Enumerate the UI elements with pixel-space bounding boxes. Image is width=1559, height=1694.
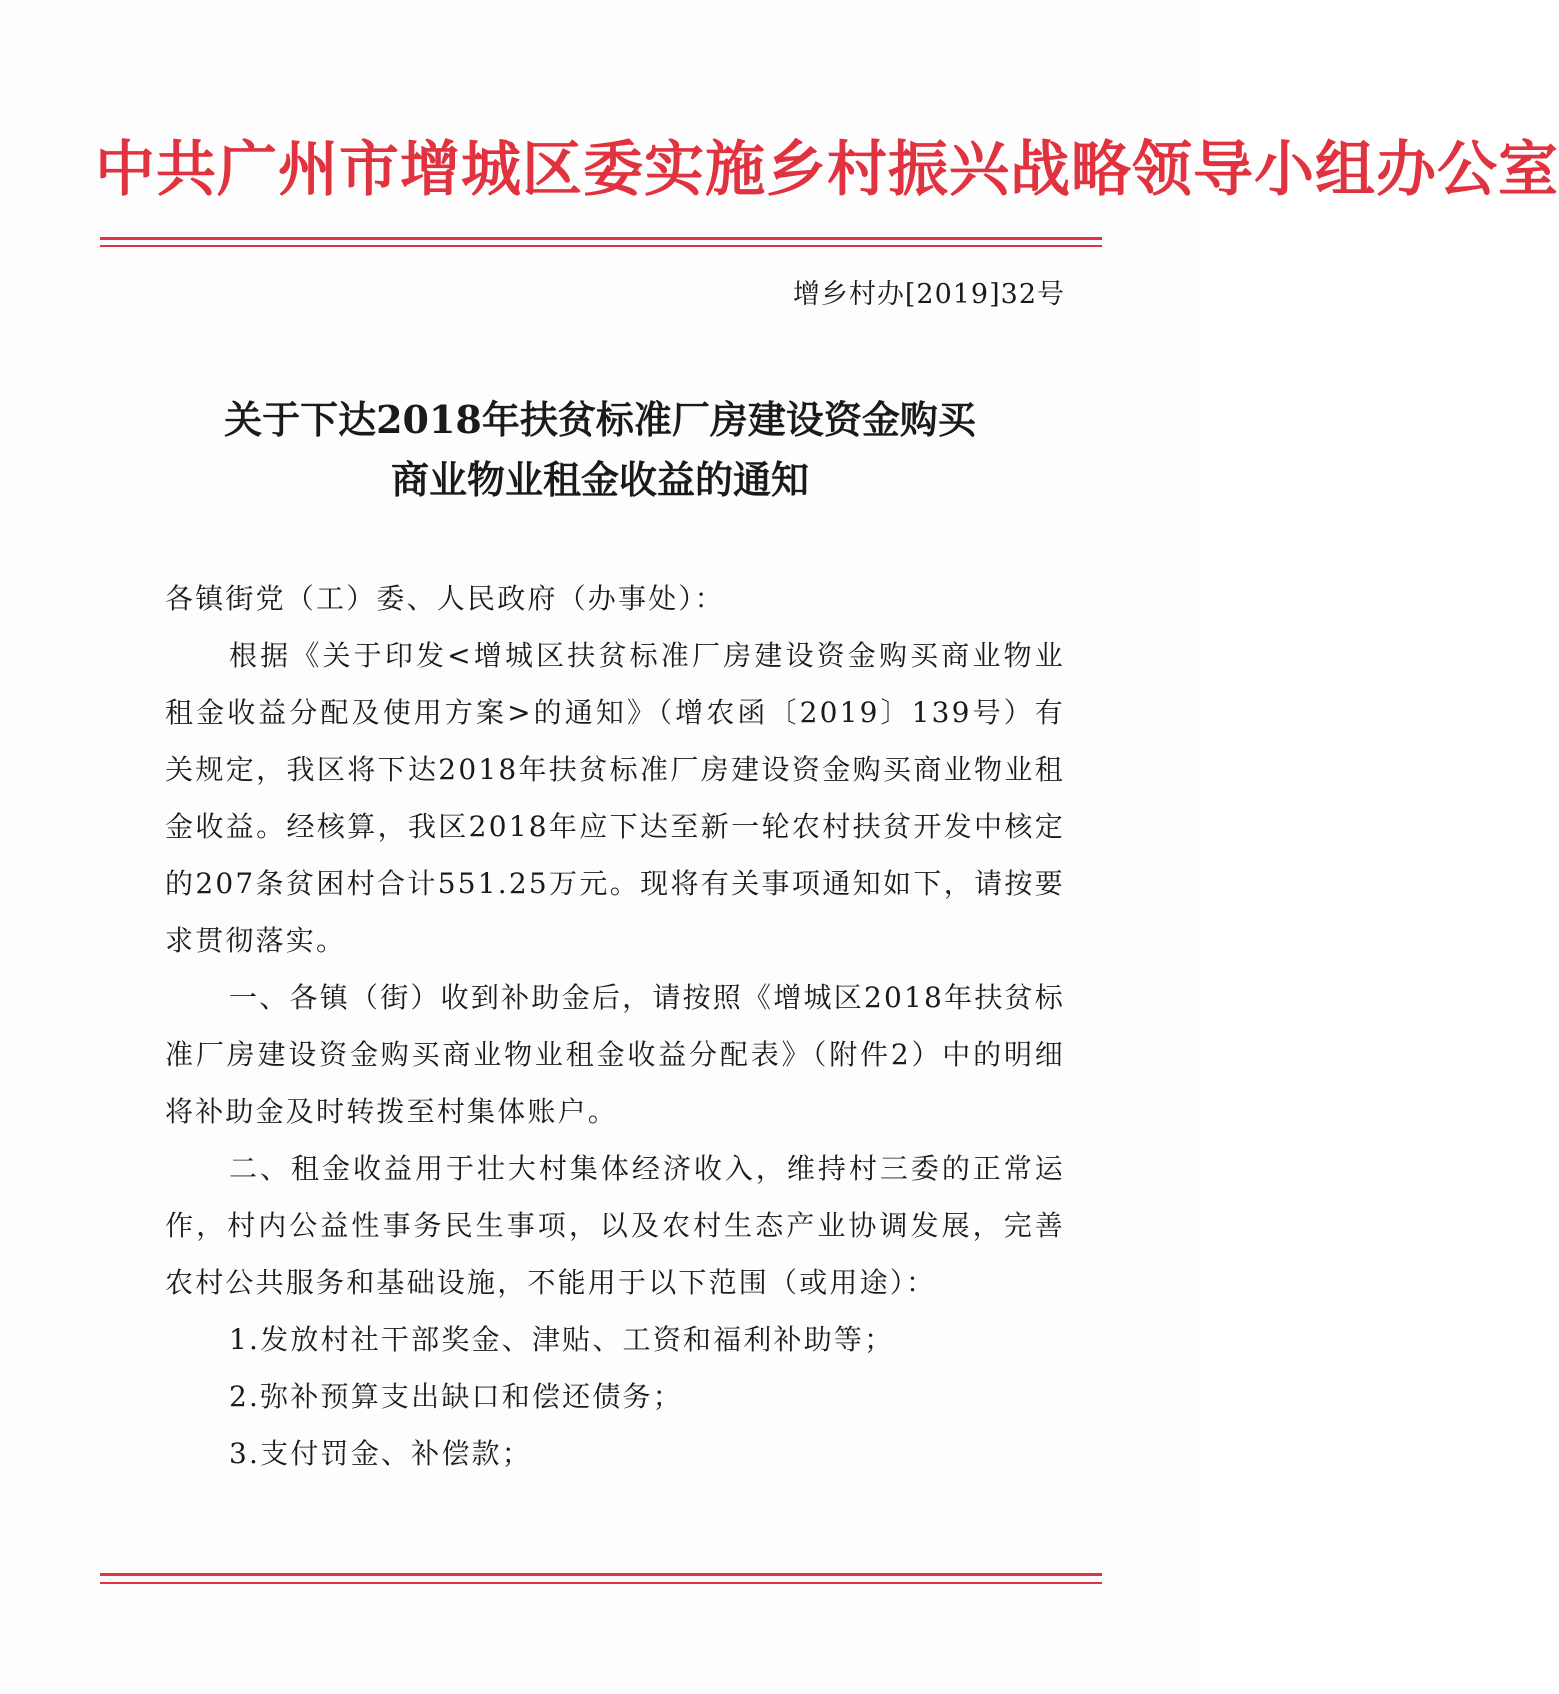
paragraph-item-two: 二、租金收益用于壮大村集体经济收入，维持村三委的正常运作，村内公益性事务民生事项，以及农村生态产业协调发展，完善农村公共服务和基础设施，不能用于以下范围（或用途）：: [165, 1152, 1065, 1299]
list-item: 1.发放村社干部奖金、津贴、工资和福利补助等；: [229, 1323, 895, 1356]
header-red-rule: [100, 237, 1102, 240]
footer-red-rule: [100, 1573, 1102, 1576]
list-item: 3.支付罚金、补偿款；: [229, 1437, 532, 1470]
issuer-header: 中共广州市增城区委实施乡村振兴战略领导小组办公室: [95, 135, 1559, 205]
document-number: 增乡村办[2019]32号: [792, 279, 1065, 310]
header-red-rule-thin: [100, 245, 1102, 247]
document-title-line-2: 商业物业租金收益的通知: [390, 457, 809, 502]
body-content: [165, 627, 1065, 1482]
paragraph-item-one: 一、各镇（街）收到补助金后，请按照《增城区2018年扶贫标准厂房建设资金购买商业物业租金收益分配表》（附件2）中的明细将补助金及时转拨至村集体账户。: [165, 981, 1065, 1128]
salutation: 各镇街党（工）委、人民政府（办事处）：: [165, 582, 725, 615]
footer-red-rule-thin: [100, 1582, 1102, 1584]
list-item: 2.弥补预算支出缺口和偿还债务；: [229, 1380, 683, 1413]
paragraph-basis: 根据《关于印发<增城区扶贫标准厂房建设资金购买商业物业租金收益分配及使用方案>的通知》（增农函〔2019〕139号）有关规定，我区将下达2018年扶贫标准厂房建设资金购买商业物业租金收益。经核算，我区2018年应下达至新一轮农村扶贫开发中核定的207条贫困村合计551.25万元。现将有关事项通知如下，请按要求贯彻落实。: [165, 639, 1065, 957]
document-title-line-1: 关于下达2018年扶贫标准厂房建设资金购买: [224, 397, 976, 442]
